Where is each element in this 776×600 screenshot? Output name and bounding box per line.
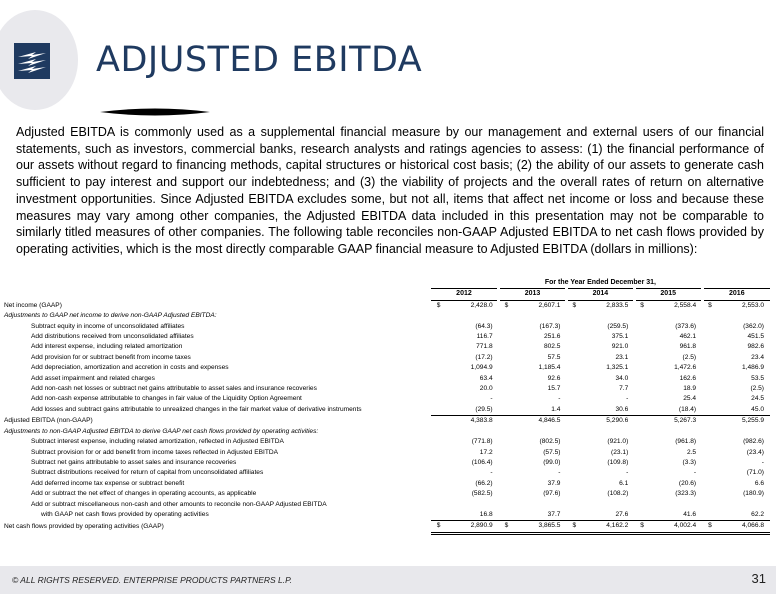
currency-symbol [499, 374, 509, 384]
table-row [4, 300, 770, 311]
value-cell: (362.0) [743, 322, 764, 330]
value-cell: 2,553.0 [742, 301, 764, 309]
currency-symbol [499, 416, 509, 427]
row-label: Subtract provision for or add benefit from income taxes reflected in Adjusted EBITDA [31, 448, 279, 456]
table-row [4, 448, 770, 458]
currency-symbol: $ [566, 521, 576, 533]
value-cell: - [558, 469, 561, 477]
value-cell: (373.6) [675, 322, 697, 330]
currency-symbol [499, 363, 509, 373]
value-cell: 45.0 [712, 405, 770, 416]
currency-symbol [702, 510, 712, 521]
value-cell: (71.0) [746, 469, 764, 477]
value-cell: (57.5) [543, 448, 561, 456]
value-cell: 1,486.9 [742, 364, 764, 372]
currency-symbol [499, 322, 509, 332]
value-cell: (108.2) [607, 490, 629, 498]
table-row [4, 458, 770, 468]
value-cell: 1,325.1 [606, 364, 629, 372]
row-label: Add distributions received from unconsolidated affiliates [31, 333, 194, 341]
value-cell: 921.0 [611, 343, 629, 351]
value-cell: 15.7 [547, 385, 561, 393]
currency-symbol [634, 353, 644, 363]
currency-symbol: $ [708, 301, 712, 309]
currency-symbol [634, 510, 644, 521]
value-cell [576, 427, 634, 437]
currency-symbol: $ [504, 301, 509, 309]
currency-symbol [634, 427, 644, 437]
currency-symbol [499, 448, 509, 458]
row-label: with GAAP net cash flows provided by operating activities [41, 511, 209, 519]
currency-symbol [431, 374, 441, 384]
currency-symbol [634, 384, 644, 394]
value-cell: 116.7 [476, 333, 493, 341]
currency-symbol [499, 458, 509, 468]
value-cell: (97.6) [543, 490, 561, 498]
currency-symbol [499, 384, 509, 394]
currency-symbol [431, 427, 441, 437]
value-cell: 5,255.9 [742, 417, 764, 425]
currency-symbol [702, 427, 712, 437]
table-row [4, 384, 770, 394]
table-row [4, 342, 770, 352]
currency-symbol [431, 353, 441, 363]
currency-symbol: $ [640, 301, 644, 309]
currency-symbol [634, 374, 644, 384]
value-cell: (64.3) [475, 322, 493, 330]
currency-symbol [499, 342, 509, 352]
value-cell: 6.1 [619, 479, 629, 487]
value-cell: 1,094.9 [470, 364, 493, 372]
value-cell: (771.8) [471, 438, 493, 446]
value-cell: (20.6) [678, 479, 697, 487]
table-row [4, 405, 770, 416]
value-cell: 1.4 [508, 405, 566, 416]
currency-symbol [566, 332, 576, 342]
value-cell: 2,558.4 [674, 301, 697, 309]
row-label: Add asset impairment and related charges [31, 374, 155, 382]
value-cell [440, 500, 498, 510]
currency-symbol [702, 458, 712, 468]
title-underline-swoosh [100, 106, 210, 118]
value-cell: (167.3) [539, 322, 561, 330]
table-row [4, 468, 770, 478]
value-cell: 37.9 [547, 479, 561, 487]
currency-symbol [431, 332, 441, 342]
period-header-row [4, 278, 770, 289]
value-cell: 92.6 [547, 374, 561, 382]
row-label: Subtract equity in income of unconsolidated affiliates [31, 322, 185, 330]
page-number: 31 [751, 571, 766, 586]
currency-symbol [431, 416, 441, 427]
row-label: Subtract distributions received for return of capital from unconsolidated affiliates [31, 469, 264, 477]
value-cell: (802.5) [539, 438, 561, 446]
currency-symbol [431, 489, 441, 499]
value-cell: 37.7 [508, 510, 566, 521]
currency-symbol [499, 311, 509, 321]
currency-symbol [499, 353, 509, 363]
value-cell: 63.4 [479, 374, 493, 382]
currency-symbol [702, 394, 712, 404]
currency-symbol [566, 363, 576, 373]
table-row [4, 394, 770, 404]
currency-symbol [499, 510, 509, 521]
value-cell: (180.9) [743, 490, 764, 498]
value-cell: 41.6 [644, 510, 702, 521]
value-cell: 5,290.6 [606, 417, 629, 425]
currency-symbol [634, 342, 644, 352]
value-cell: 18.9 [683, 385, 697, 393]
value-cell: 2,833.5 [606, 301, 629, 309]
value-cell: 5,267.3 [674, 417, 697, 425]
value-cell: (106.4) [471, 458, 493, 466]
value-cell: 57.5 [547, 353, 561, 361]
currency-symbol [634, 458, 644, 468]
currency-symbol [431, 322, 441, 332]
currency-symbol [566, 468, 576, 478]
value-cell: 4,066.8 [712, 521, 770, 533]
currency-symbol: $ [572, 301, 577, 309]
value-cell [712, 311, 770, 321]
currency-symbol [566, 479, 576, 489]
currency-symbol [702, 448, 712, 458]
value-cell: - [490, 395, 493, 403]
value-cell: (23.4) [746, 448, 764, 456]
value-cell: (29.5) [440, 405, 498, 416]
table-row [4, 479, 770, 489]
table-row [4, 311, 770, 321]
value-cell: - [626, 395, 629, 403]
copyright-notice: © ALL RIGHTS RESERVED. ENTERPRISE PRODUCTS PARTNERS L.P. [12, 575, 293, 585]
currency-symbol [566, 416, 576, 427]
table-row [4, 510, 770, 521]
currency-symbol [634, 468, 644, 478]
value-cell: - [558, 395, 561, 403]
value-cell: 802.5 [543, 343, 561, 351]
currency-symbol [499, 437, 509, 447]
row-label: Add losses and subtract gains attributable to unrealized changes in the fair market value of derivative instruments [31, 406, 362, 414]
currency-symbol [431, 510, 441, 521]
value-cell: 34.0 [615, 374, 629, 382]
value-cell: (17.2) [475, 353, 493, 361]
value-cell: 2,428.0 [470, 301, 493, 309]
year-header-row [4, 289, 770, 300]
value-cell: (2.5) [682, 353, 697, 361]
currency-symbol [566, 437, 576, 447]
row-label: Net income (GAAP) [4, 301, 62, 309]
currency-symbol [702, 384, 712, 394]
value-cell: 24.5 [751, 395, 764, 403]
value-cell [576, 311, 634, 321]
currency-symbol [431, 479, 441, 489]
value-cell: 27.6 [576, 510, 634, 521]
currency-symbol [702, 500, 712, 510]
year-header: 2012 [431, 289, 499, 300]
value-cell: 771.8 [476, 343, 493, 351]
currency-symbol [566, 342, 576, 352]
value-cell: (259.5) [607, 322, 629, 330]
table-row [4, 489, 770, 499]
value-cell: - [490, 469, 493, 477]
value-cell: 20.0 [479, 385, 493, 393]
value-cell: 2,890.9 [440, 521, 498, 533]
currency-symbol [499, 394, 509, 404]
value-cell: 2,607.1 [538, 301, 561, 309]
value-cell [508, 427, 566, 437]
year-header: 2015 [634, 289, 702, 300]
currency-symbol [566, 427, 576, 437]
currency-symbol [634, 479, 644, 489]
currency-symbol [431, 468, 441, 478]
row-label: Adjustments to GAAP net income to derive non-GAAP Adjusted EBITDA: [4, 312, 217, 320]
value-cell: (2.5) [750, 385, 764, 393]
table-row [4, 374, 770, 384]
row-label: Add deferred income tax expense or subtract benefit [31, 479, 185, 487]
table-row [4, 521, 770, 533]
currency-symbol [702, 342, 712, 352]
currency-symbol [431, 458, 441, 468]
table-row [4, 416, 770, 427]
value-cell: 16.8 [440, 510, 498, 521]
value-cell: 982.6 [747, 343, 764, 351]
value-cell: 1,472.6 [674, 364, 697, 372]
row-label: Add or subtract miscellaneous non-cash and other amounts to reconcile non-GAAP Adjusted EBITDA [31, 500, 327, 508]
row-label: Adjustments to non-GAAP Adjusted EBITDA to derive GAAP net cash flows provided by operating activities: [4, 427, 319, 435]
currency-symbol [634, 322, 644, 332]
currency-symbol [702, 332, 712, 342]
currency-symbol [566, 322, 576, 332]
value-cell [644, 427, 702, 437]
row-label: Add non-cash net losses or subtract net gains attributable to asset sales and insurance recoveries [31, 385, 317, 393]
currency-symbol [634, 500, 644, 510]
row-label: Add provision for or subtract benefit from income taxes [31, 353, 191, 361]
value-cell [440, 311, 498, 321]
table-row [4, 322, 770, 332]
value-cell: - [761, 458, 764, 466]
currency-symbol [702, 363, 712, 373]
currency-symbol: $ [431, 521, 441, 533]
currency-symbol [634, 311, 644, 321]
value-cell: 62.2 [712, 510, 770, 521]
currency-symbol [566, 311, 576, 321]
value-cell: 162.6 [679, 374, 697, 382]
value-cell: (323.3) [675, 490, 697, 498]
value-cell: (66.2) [475, 479, 493, 487]
currency-symbol: $ [634, 521, 644, 533]
table-row [4, 353, 770, 363]
value-cell: (23.1) [611, 448, 629, 456]
value-cell [576, 500, 634, 510]
value-cell: 462.1 [679, 333, 697, 341]
row-label: Subtract interest expense, including related amortization, reflected in Adjusted EBITDA [31, 438, 284, 446]
enterprise-logo-icon [14, 43, 50, 79]
value-cell: 3,865.5 [508, 521, 566, 533]
currency-symbol [431, 384, 441, 394]
currency-symbol [702, 489, 712, 499]
value-cell: 6.6 [754, 479, 764, 487]
value-cell: 4,383.8 [470, 417, 493, 425]
row-label: Adjusted EBITDA (non-GAAP) [4, 417, 93, 425]
value-cell: 23.1 [615, 353, 629, 361]
value-cell: 451.5 [747, 333, 764, 341]
currency-symbol [702, 374, 712, 384]
table-row [4, 437, 770, 447]
value-cell: 23.4 [751, 353, 764, 361]
currency-symbol [634, 448, 644, 458]
currency-symbol [431, 437, 441, 447]
currency-symbol [499, 405, 509, 416]
value-cell: (3.3) [682, 458, 697, 466]
reconciliation-table [4, 278, 770, 535]
value-cell: 251.6 [543, 333, 561, 341]
currency-symbol [702, 437, 712, 447]
currency-symbol [634, 489, 644, 499]
currency-symbol [499, 479, 509, 489]
currency-symbol [499, 427, 509, 437]
currency-symbol [566, 500, 576, 510]
value-cell [644, 311, 702, 321]
table-row [4, 427, 770, 437]
value-cell: 375.1 [611, 333, 629, 341]
currency-symbol [431, 448, 441, 458]
currency-symbol: $ [436, 301, 441, 309]
currency-symbol [566, 448, 576, 458]
value-cell [712, 427, 770, 437]
currency-symbol [566, 458, 576, 468]
currency-symbol [431, 405, 441, 416]
currency-symbol [431, 342, 441, 352]
currency-symbol [431, 311, 441, 321]
row-label: Add or subtract the net effect of changes in operating accounts, as applicable [31, 490, 257, 498]
value-cell: 17.2 [479, 448, 493, 456]
currency-symbol [566, 510, 576, 521]
footer [0, 566, 776, 594]
value-cell: 961.8 [679, 343, 697, 351]
intro-paragraph: Adjusted EBITDA is commonly used as a supplemental financial measure by our management and external users of our financial statements, such as investors, commercial banks, research analysts and ratings agencies to assess: (1) the financial performance of our assets without regard to financing methods, capital structures or historical cost basis; (2) the ability of our assets to generate cash sufficient to pay interest and support our indebtedness; and (3) the viability of projects and the overall rates of return on alternative investment opportunities. Since Adjusted EBITDA excludes some, but not all, items that affect net income or loss and because these measures may vary among other companies, the Adjusted EBITDA data included in this presentation may not be comparable to similarly titled measures of other companies. The following table reconciles non-GAAP Adjusted EBITDA to net cash flows provided by operating activities, which is the most directly comparable GAAP financial measure to Adjusted EBITDA (dollars in millions): [16, 125, 764, 256]
value-cell: - [626, 469, 629, 477]
row-label: Add interest expense, including related amortization [31, 343, 183, 351]
currency-symbol [702, 405, 712, 416]
year-header: 2014 [566, 289, 634, 300]
table-row [4, 500, 770, 510]
currency-symbol: $ [702, 521, 712, 533]
currency-symbol [499, 468, 509, 478]
value-cell: - [693, 469, 697, 477]
currency-symbol [702, 416, 712, 427]
currency-symbol [702, 311, 712, 321]
year-header: 2016 [702, 289, 770, 300]
value-cell: 7.7 [619, 385, 629, 393]
value-cell: (921.0) [607, 438, 629, 446]
currency-symbol [431, 363, 441, 373]
currency-symbol [634, 363, 644, 373]
value-cell: (99.0) [543, 458, 561, 466]
currency-symbol: $ [499, 521, 509, 533]
value-cell [712, 500, 770, 510]
value-cell: (961.8) [675, 438, 697, 446]
currency-symbol [566, 353, 576, 363]
currency-symbol [702, 353, 712, 363]
row-label: Add non-cash expense attributable to changes in fair value of the Liquidity Option Agreement [31, 395, 302, 403]
value-cell: (582.5) [471, 490, 493, 498]
currency-symbol [702, 322, 712, 332]
currency-symbol [634, 437, 644, 447]
value-cell: 53.5 [751, 374, 764, 382]
table-row [4, 332, 770, 342]
currency-symbol [702, 479, 712, 489]
value-cell: 4,846.5 [538, 417, 561, 425]
currency-symbol [499, 500, 509, 510]
currency-symbol [566, 405, 576, 416]
value-cell [508, 311, 566, 321]
value-cell: 4,002.4 [644, 521, 702, 533]
value-cell: 1,185.4 [538, 364, 561, 372]
value-cell: 4,162.2 [576, 521, 634, 533]
value-cell: 25.4 [683, 395, 697, 403]
value-cell [644, 500, 702, 510]
row-label: Add depreciation, amortization and accretion in costs and expenses [31, 364, 229, 372]
row-label: Subtract net gains attributable to asset sales and insurance recoveries [31, 458, 237, 466]
currency-symbol [566, 374, 576, 384]
value-cell: (982.6) [743, 438, 764, 446]
value-cell [508, 500, 566, 510]
currency-symbol [634, 394, 644, 404]
page-title: ADJUSTED EBITDA [96, 40, 423, 80]
currency-symbol [431, 394, 441, 404]
currency-symbol [431, 500, 441, 510]
table-row [4, 363, 770, 373]
row-label: Net cash flows provided by operating activities (GAAP) [4, 522, 164, 530]
currency-symbol [702, 468, 712, 478]
currency-symbol [634, 405, 644, 416]
currency-symbol [566, 384, 576, 394]
year-header: 2013 [499, 289, 567, 300]
currency-symbol [566, 394, 576, 404]
value-cell [440, 427, 498, 437]
value-cell: 2.5 [686, 448, 697, 456]
value-cell: 30.6 [576, 405, 634, 416]
value-cell: (18.4) [644, 405, 702, 416]
currency-symbol [499, 332, 509, 342]
currency-symbol [566, 489, 576, 499]
currency-symbol [634, 332, 644, 342]
currency-symbol [634, 416, 644, 427]
currency-symbol [499, 489, 509, 499]
period-header: For the Year Ended December 31, [544, 279, 656, 286]
value-cell: (109.8) [607, 458, 629, 466]
